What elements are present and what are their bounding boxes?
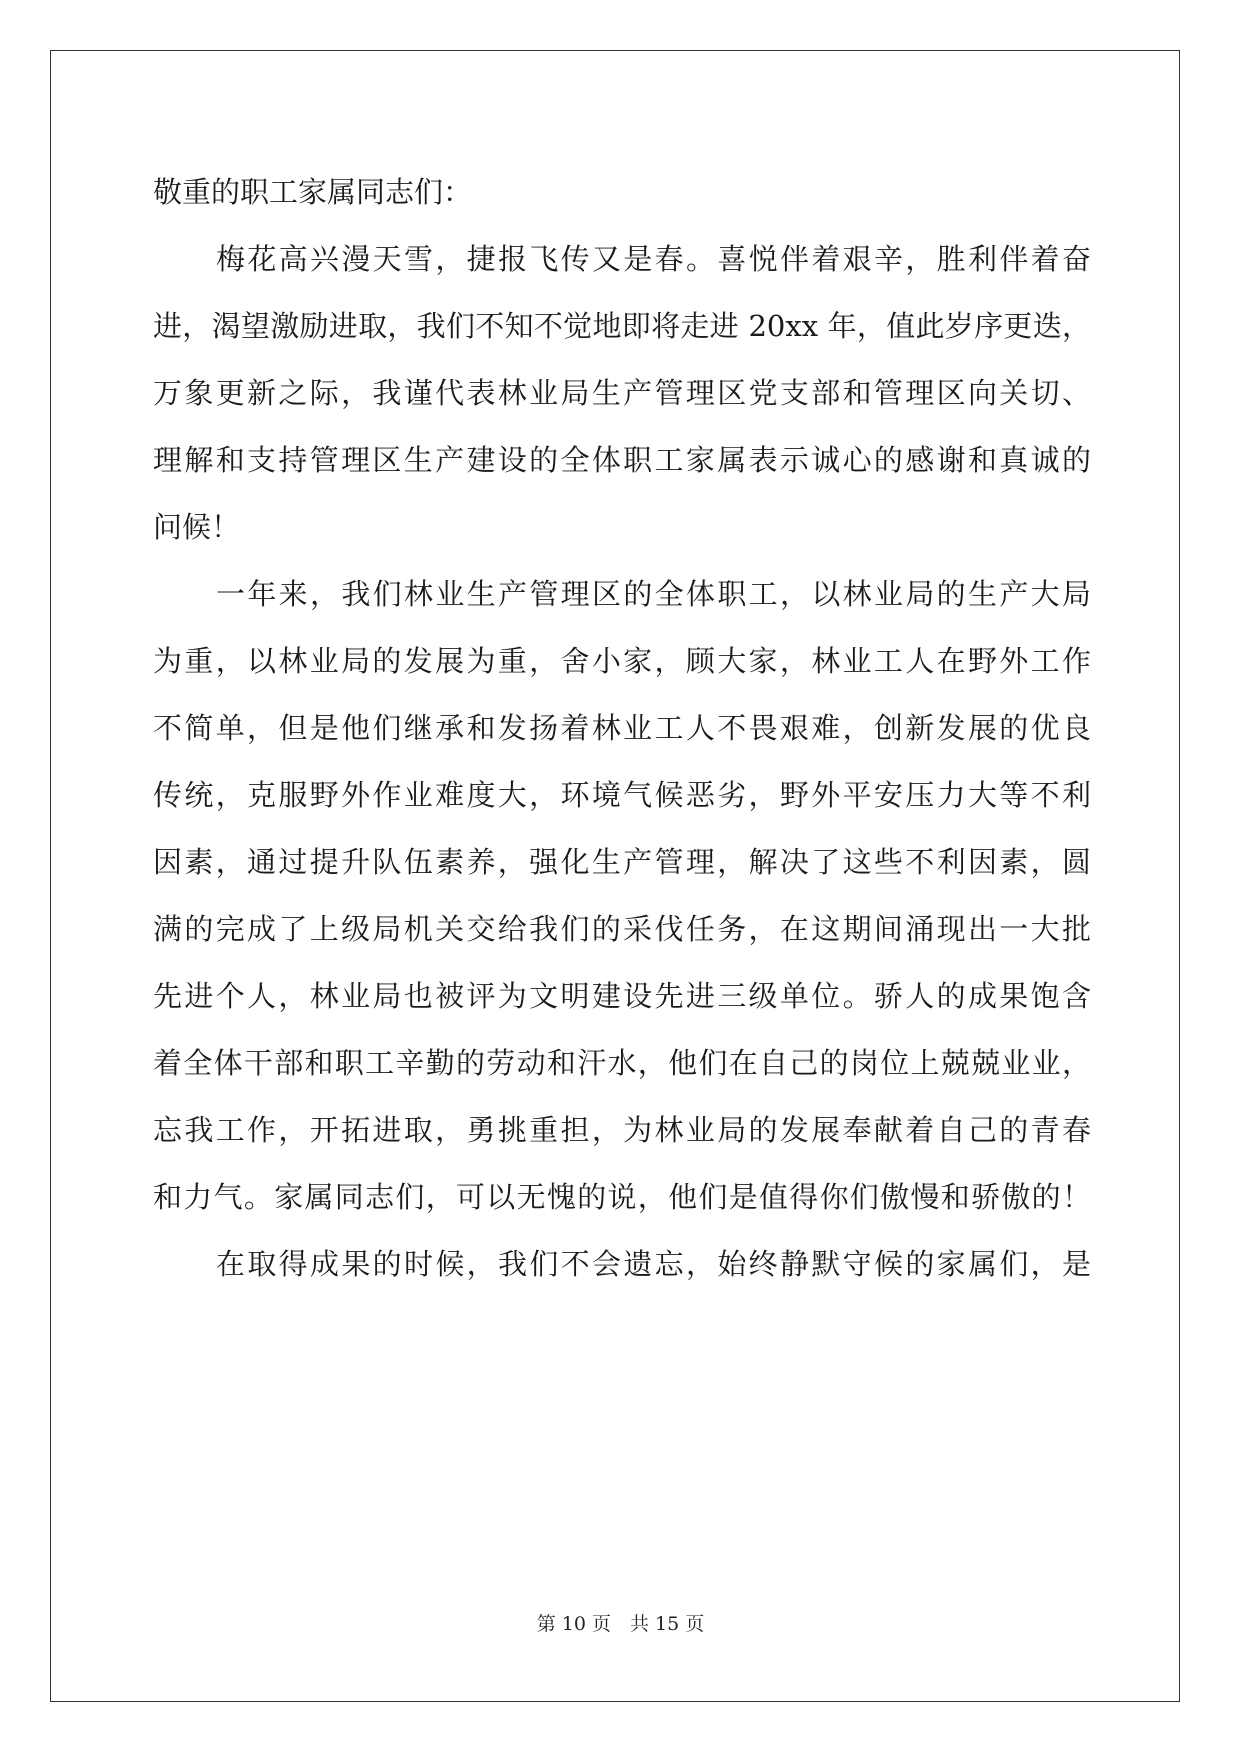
text-line: 理解和支持管理区生产建设的全体职工家属表示诚心的感谢和真诚的 — [153, 443, 1091, 477]
text-line: 问候！ — [153, 510, 241, 544]
text-line: 传统，克服野外作业难度大，环境气候恶劣，野外平安压力大等不利 — [153, 778, 1091, 812]
text-line: 忘我工作，开拓进取，勇挑重担，为林业局的发展奉献着自己的青春 — [153, 1113, 1091, 1147]
text-line: 着全体干部和职工辛勤的劳动和汗水，他们在自己的岗位上兢兢业业， — [153, 1046, 1091, 1080]
text-line: 一年来，我们林业生产管理区的全体职工，以林业局的生产大局 — [216, 577, 1091, 611]
text-line: 因素，通过提升队伍素养，强化生产管理，解决了这些不利因素，圆 — [153, 845, 1091, 879]
document-body — [153, 164, 1091, 1303]
text-line: 满的完成了上级局机关交给我们的采伐任务，在这期间涌现出一大批 — [153, 912, 1091, 946]
text-line: 为重，以林业局的发展为重，舍小家，顾大家，林业工人在野外工作 — [153, 644, 1091, 678]
text-line: 万象更新之际，我谨代表林业局生产管理区党支部和管理区向关切、 — [153, 376, 1091, 410]
text-line: 先进个人，林业局也被评为文明建设先进三级单位。骄人的成果饱含 — [153, 979, 1091, 1013]
text-line: 敬重的职工家属同志们： — [153, 175, 473, 209]
text-line: 进，渴望激励进取，我们不知不觉地即将走进 20xx 年，值此岁序更迭， — [153, 309, 1091, 343]
page-number-footer: 第 10 页 共 15 页 — [536, 1613, 705, 1635]
text-line: 不简单，但是他们继承和发扬着林业工人不畏艰难，创新发展的优良 — [153, 711, 1091, 745]
text-line: 和力气。家属同志们，可以无愧的说，他们是值得你们傲慢和骄傲的！ — [153, 1180, 1091, 1214]
text-line: 在取得成果的时候，我们不会遗忘，始终静默守候的家属们，是 — [216, 1247, 1091, 1281]
text-line: 梅花高兴漫天雪，捷报飞传又是春。喜悦伴着艰辛，胜利伴着奋 — [216, 242, 1091, 276]
